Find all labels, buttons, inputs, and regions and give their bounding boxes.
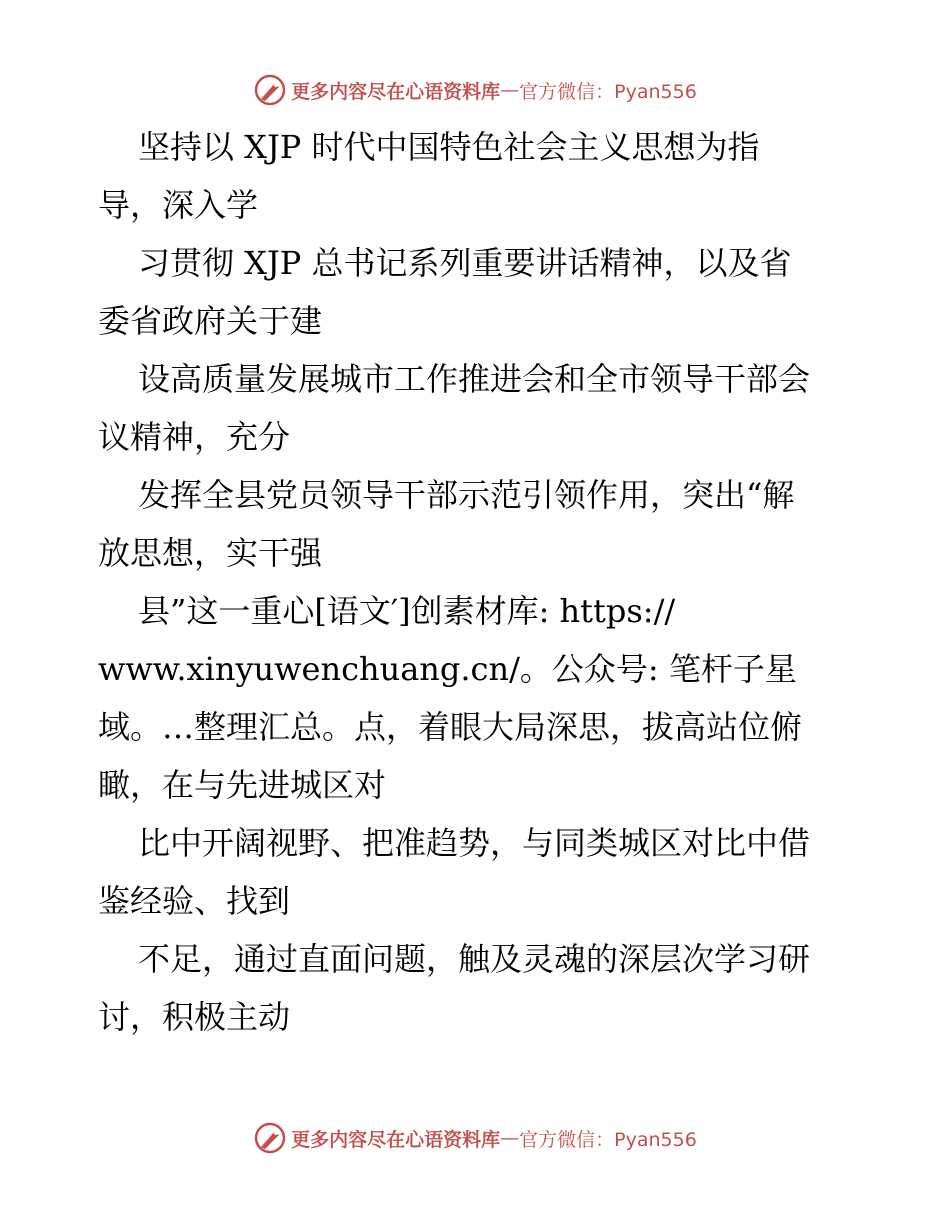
text-line: 议精神，充分 [98, 418, 291, 456]
header-banner [0, 70, 950, 110]
text-line: 导，深入学 [98, 186, 259, 224]
banner-text: 更多内容尽在心语资料库 [291, 80, 501, 103]
banner-wechat: 官方微信：Pyan556 [519, 1128, 697, 1151]
text-line: 鉴经验、找到 [98, 882, 291, 920]
text-line: 发挥全县党员领导干部示范引领作用，突出“解 [138, 476, 795, 514]
text-line: 县”这一重心[语文′]创素材库: https:// [138, 592, 676, 630]
pen-nib-logo-icon [253, 73, 287, 107]
text-line: 讨，积极主动 [98, 998, 291, 1036]
document-body [98, 118, 858, 1046]
text-line: 域。…整理汇总。点，着眼大局深思，拔高站位俯 [98, 708, 803, 746]
banner-wechat: 官方微信：Pyan556 [519, 80, 697, 103]
text-line: 瞰，在与先进城区对 [98, 766, 387, 804]
text-line: 坚持以 XJP 时代中国特色社会主义思想为指 [138, 128, 760, 166]
banner-text: 更多内容尽在心语资料库 [291, 1128, 501, 1151]
banner-separator: — [500, 1127, 520, 1149]
text-line: 放思想，实干强 [98, 534, 323, 572]
pen-nib-logo-icon [253, 1121, 287, 1155]
text-line: 委省政府关于建 [98, 302, 323, 340]
text-line: 习贯彻 XJP 总书记系列重要讲话精神，以及省 [138, 244, 792, 282]
text-line: 不足，通过直面问题，触及灵魂的深层次学习研 [138, 940, 811, 978]
text-line: 设高质量发展城市工作推进会和全市领导干部会 [138, 360, 811, 398]
text-line: 比中开阔视野、把准趋势，与同类城区对比中借 [138, 824, 811, 862]
text-line: www.xinyuwenchuang.cn/。公众号: 笔杆子星 [98, 650, 797, 688]
banner-separator: — [500, 79, 520, 101]
footer-banner [0, 1118, 950, 1158]
